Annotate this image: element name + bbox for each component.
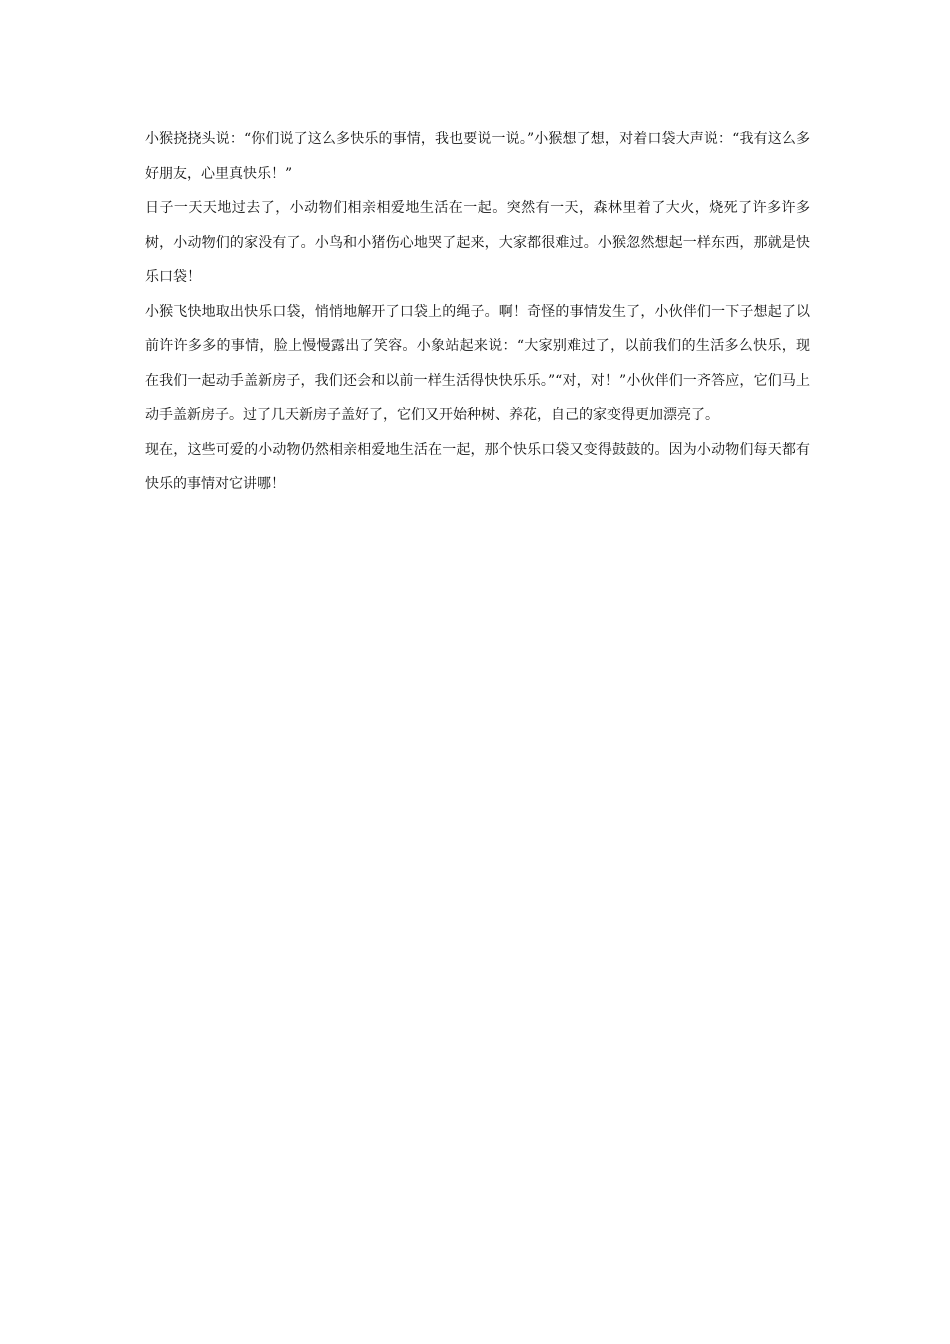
paragraph-3: 小猴飞快地取出快乐口袋，悄悄地解开了口袋上的绳子。啊！奇怪的事情发生了，小伙伴们一下子想起了以前许许多多的事情，脸上慢慢露出了笑容。小象站起来说：“大家别难过了，以前我们的生活多么快乐，现在我们一起动手盖新房子，我们还会和以前一样生活得快快乐乐。”“对，对！”小伙伴们一齐答应，它们马上动手盖新房子。过了几天新房子盖好了，它们又开始种树、养花，自己的家变得更加漂亮了。 (145, 303, 810, 423)
story-text (145, 122, 810, 502)
paragraph-1: 小猴挠挠头说：“你们说了这么多快乐的事情，我也要说一说。”小猴想了想，对着口袋大声说：“我有这么多好朋友，心里真快乐！” (145, 131, 810, 182)
paragraph-2: 日子一天天地过去了，小动物们相亲相爱地生活在一起。突然有一天，森林里着了大火，烧死了许多许多树，小动物们的家没有了。小鸟和小猪伤心地哭了起来，大家都很难过。小猴忽然想起一样东西，那就是快乐口袋！ (145, 200, 810, 285)
paragraph-4: 现在，这些可爱的小动物仍然相亲相爱地生活在一起，那个快乐口袋又变得鼓鼓的。因为小动物们每天都有快乐的事情对它讲哪！ (145, 441, 810, 492)
